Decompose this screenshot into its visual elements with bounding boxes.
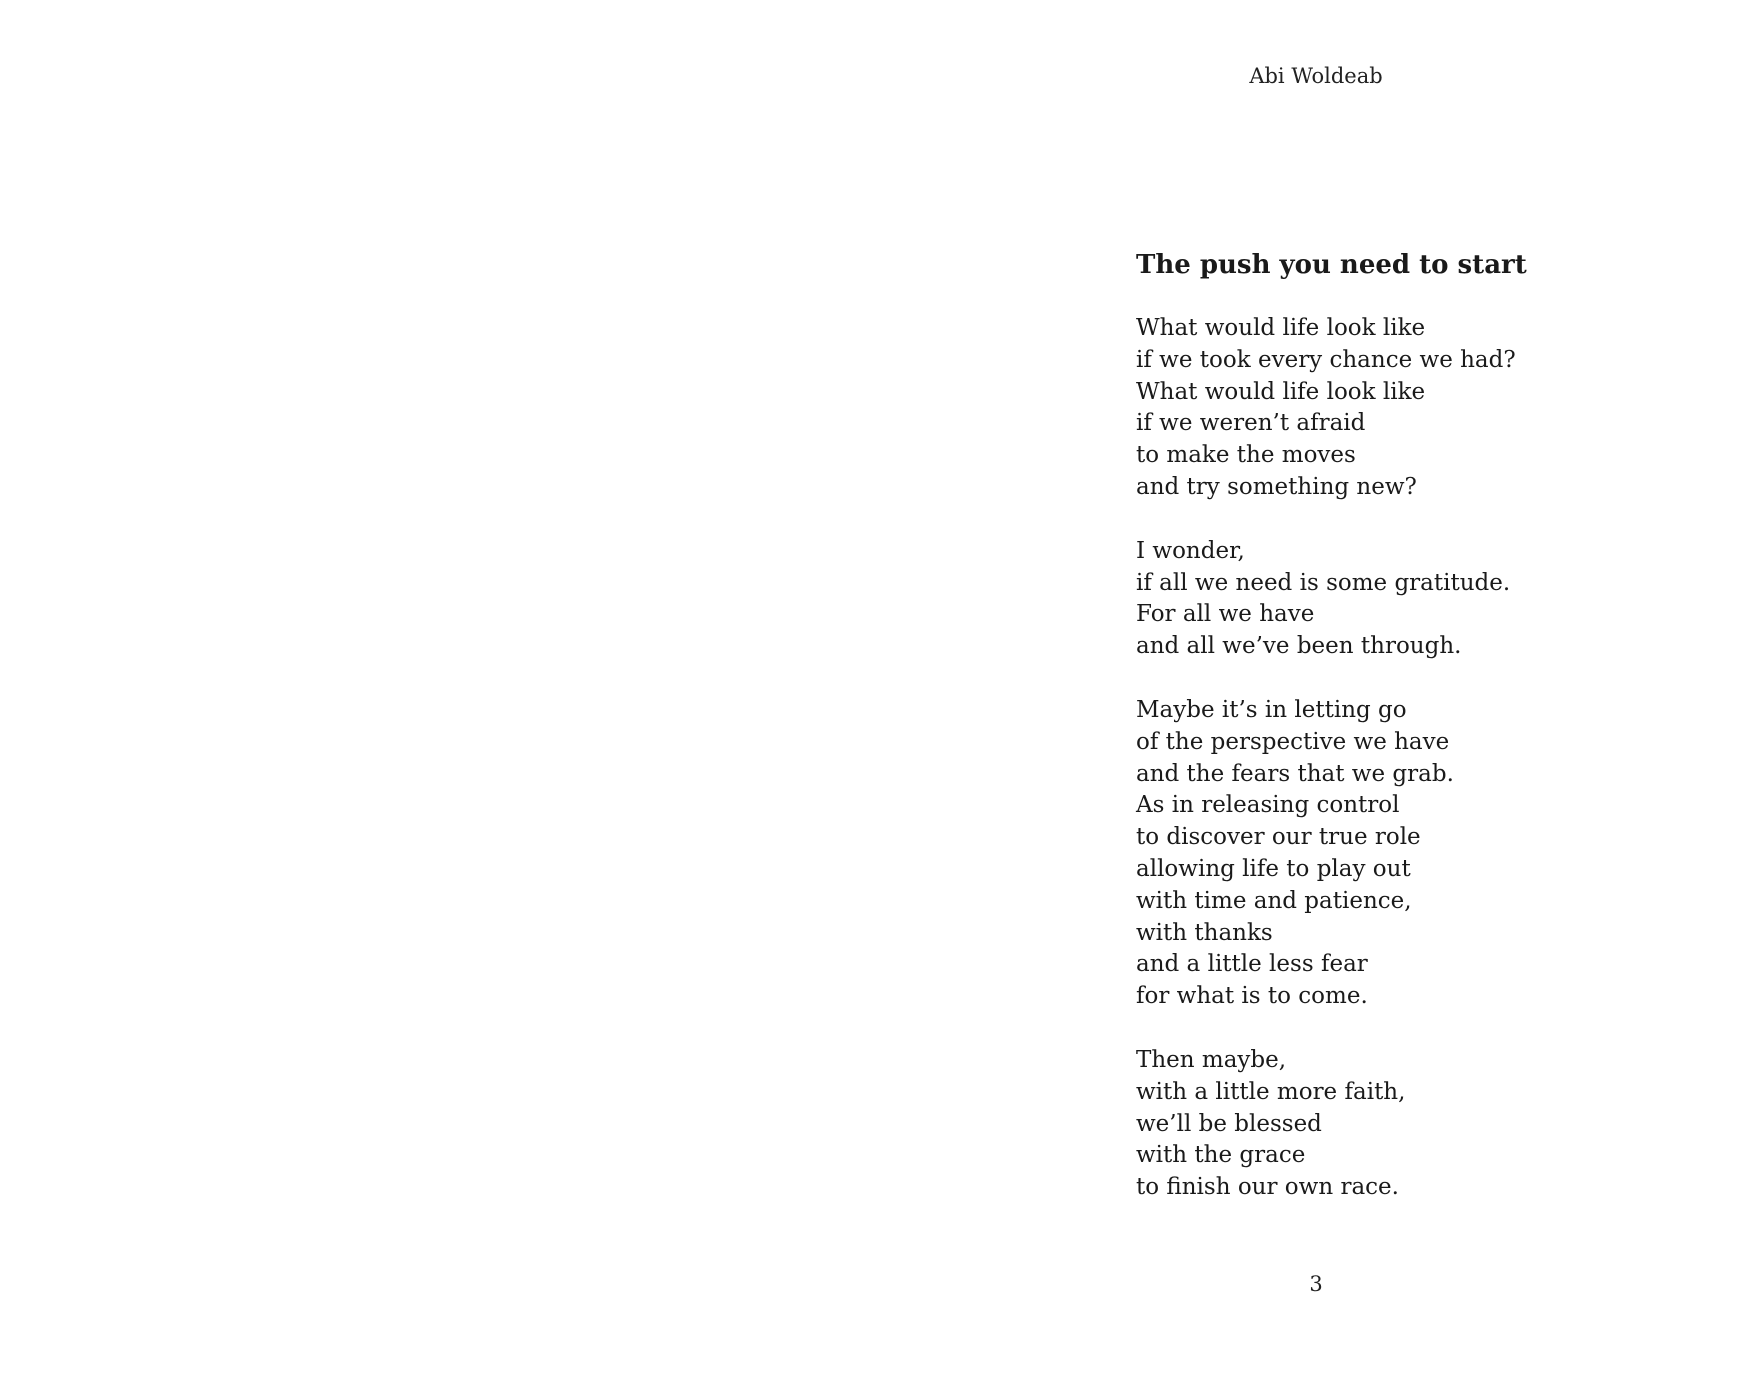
stanza-4: [1136, 1045, 1656, 1204]
poem-line: For all we have: [1136, 601, 1315, 628]
running-header-author: Abi Woldeab: [1249, 64, 1383, 88]
poem-title: The push you need to start: [1136, 250, 1527, 280]
poem-line: if all we need is some gratitude.: [1136, 569, 1511, 596]
poem-body: [1136, 313, 1656, 1236]
poem-line: and the fears that we grab.: [1136, 760, 1454, 787]
poem-line: and try something new?: [1136, 473, 1417, 500]
stanza-2: [1136, 536, 1656, 663]
poem-line: if we took every chance we had?: [1136, 346, 1516, 373]
poem-line: if we weren’t afraid: [1136, 410, 1366, 437]
poem-line: to finish our own race.: [1136, 1174, 1399, 1201]
stanza-1: [1136, 313, 1656, 504]
poem-line: for what is to come.: [1136, 983, 1368, 1010]
poem-line: I wonder,: [1136, 537, 1245, 564]
poem-line: of the perspective we have: [1136, 728, 1450, 755]
poem-line: What would life look like: [1136, 378, 1426, 405]
poem-line: allowing life to play out: [1136, 855, 1411, 882]
poem-line: with time and patience,: [1136, 887, 1412, 914]
poem-line: to discover our true role: [1136, 824, 1421, 851]
poem-line: with thanks: [1136, 919, 1273, 946]
page-number: 3: [1309, 1272, 1323, 1296]
poem-line: and all we’ve been through.: [1136, 633, 1462, 660]
poem-line: As in releasing control: [1136, 792, 1400, 819]
poem-line: and a little less fear: [1136, 951, 1368, 978]
poem-line: What would life look like: [1136, 315, 1426, 341]
poem-line: Then maybe,: [1136, 1046, 1287, 1073]
poem-line: Maybe it’s in letting go: [1136, 696, 1407, 723]
poem-line: with a little more faith,: [1136, 1078, 1406, 1105]
stanza-3: [1136, 695, 1656, 1013]
poem-line: with the grace: [1136, 1142, 1306, 1169]
poem-line: we’ll be blessed: [1136, 1110, 1322, 1137]
poem-line: to make the moves: [1136, 442, 1356, 469]
